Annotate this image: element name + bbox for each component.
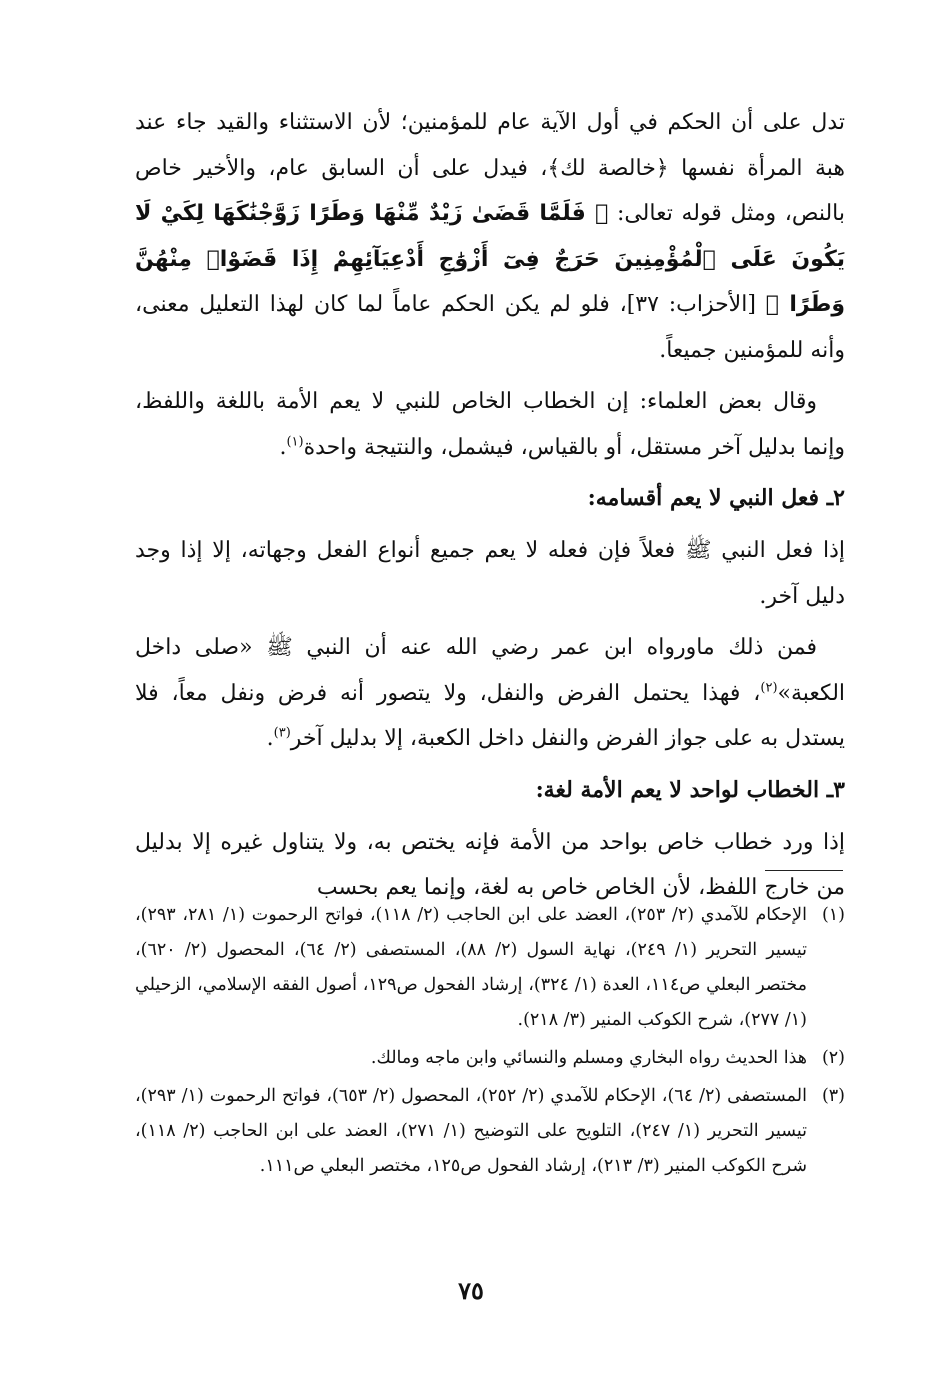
footnote-text: هذا الحديث رواه البخاري ومسلم والنسائي وابن ماجه ومالك. <box>370 1048 807 1068</box>
paragraph-1-intro: تدل على أن الحكم في أول الآية عام للمؤمنين؛ لأن الاستثناء والقيد جاء عند هبة المرأة نفسها ﴿خالصة لك﴾، فيدل على أن السابق عام، والأخير خاص بالنص، ومثل قوله تعالى: <box>135 110 845 226</box>
main-text <box>135 100 845 917</box>
footnote-ref-1[interactable]: (١) <box>286 434 304 450</box>
section-heading-3: ٣ـ الخطاب لواحد لا يعم الأمة لغة: <box>535 776 845 803</box>
footnote-2 <box>135 1041 845 1076</box>
footnote-text: المستصفى (٢/ ٦٤)، الإحكام للآمدي (٢/ ٢٥٢)، المحصول (٢/ ٦٥٣)، فواتح الرحموت (١/ ٢٩٣)، تيسير التحرير (١/ ٢٤٧)، التلويح على التوضيح (١/ ٢٧١)، العضد على ابن الحاجب (٢/ ١١٨)، شرح الكوكب المنير (٣/ ٢١٣)، إرشاد الفحول ص١٢٥، مختصر البعلي ص١١١. <box>135 1086 808 1176</box>
paragraph-4 <box>135 625 845 762</box>
paragraph-1 <box>135 100 845 373</box>
paragraph-4-text-1: فمن ذلك ماورواه ابن عمر رضي الله عنه أن النبي ﷺ «صلى داخل الكعبة» <box>135 635 846 706</box>
paragraph-3: إذا فعل النبي ﷺ فعلاً فإن فعله لا يعم جميع أنواع الفعل وجهاته، إلا إذا وجد دليل آخر. <box>135 538 845 609</box>
paragraph-2-end: . <box>279 434 287 460</box>
verse-citation: [الأحزاب: ٣٧]، <box>619 292 756 317</box>
footnote-number: (٢) <box>821 1048 845 1068</box>
quran-verse: ﴿ فَلَمَّا قَضَىٰ زَيْدٌ مِّنْهَا وَطَرًا زَوَّجْنَٰكَهَا لِكَيْ لَا يَكُونَ عَلَى ٱلْمُؤْمِنِينَ حَرَجٌ فِىٓ أَزْوَٰجِ أَدْعِيَآئِهِمْ إِذَا قَضَوْا۟ مِنْهُنَّ وَطَرًا ﴾ <box>135 201 845 317</box>
paragraph-4-text-2: ، فهذا يحتمل الفرض والنفل، ولا يتصور أنه فرض ونفل معاً، فلا يستدل به على جواز الفرض والنفل داخل الكعبة، إلا بدليل آخر <box>135 680 845 751</box>
footnotes <box>135 898 845 1187</box>
footnote-ref-3[interactable]: (٣) <box>273 725 291 741</box>
footnote-text: الإحكام للآمدي (٢/ ٢٥٣)، العضد على ابن الحاجب (٢/ ١١٨)، فواتح الرحموت (١/ ٢٨١، ٢٩٣)، تيسير التحرير (١/ ٢٤٩)، نهاية السول (٢/ ٨٨)، المستصفى (٢/ ٦٤)، المحصول (٢/ ٦٢٠)، مختصر البعلي ص١١٤، العدة (١/ ٣٢٤)، إرشاد الفحول ص١٢٩، أصول الفقه الإسلامي، الزحيلي (١/ ٢٧٧)، شرح الكوكب المنير (٣/ ٢١٨). <box>135 905 808 1030</box>
footnote-number: (٣) <box>821 1086 845 1106</box>
paragraph-5: إذا ورد خطاب خاص بواحد من الأمة فإنه يختص به، ولا يتناول غيره إلا بدليل من خارج اللفظ، لأن الخاص خاص به لغة، وإنما يعم بحسب <box>135 829 845 900</box>
footnote-1 <box>135 898 845 1038</box>
footnote-ref-2[interactable]: (٢) <box>760 680 778 696</box>
footnote-divider <box>765 870 843 871</box>
paragraph-2 <box>135 379 845 470</box>
paragraph-2-text: وقال بعض العلماء: إن الخطاب الخاص للنبي لا يعم الأمة باللغة واللفظ، وإنما بدليل آخر مستقل، أو بالقياس، فيشمل، والنتيجة واحدة <box>135 389 845 460</box>
paragraph-4-end: . <box>266 726 274 751</box>
footnote-3 <box>135 1079 845 1184</box>
section-heading-2: ٢ـ فعل النبي لا يعم أقسامه: <box>587 485 845 511</box>
paragraph-1-outro: فلو لم يكن الحكم عاماً لما كان لهذا التعليل معنى، وأنه للمؤمنين جميعاً. <box>135 292 845 363</box>
page-number: ٧٥ <box>458 1276 484 1305</box>
footnote-number: (١) <box>821 905 845 925</box>
